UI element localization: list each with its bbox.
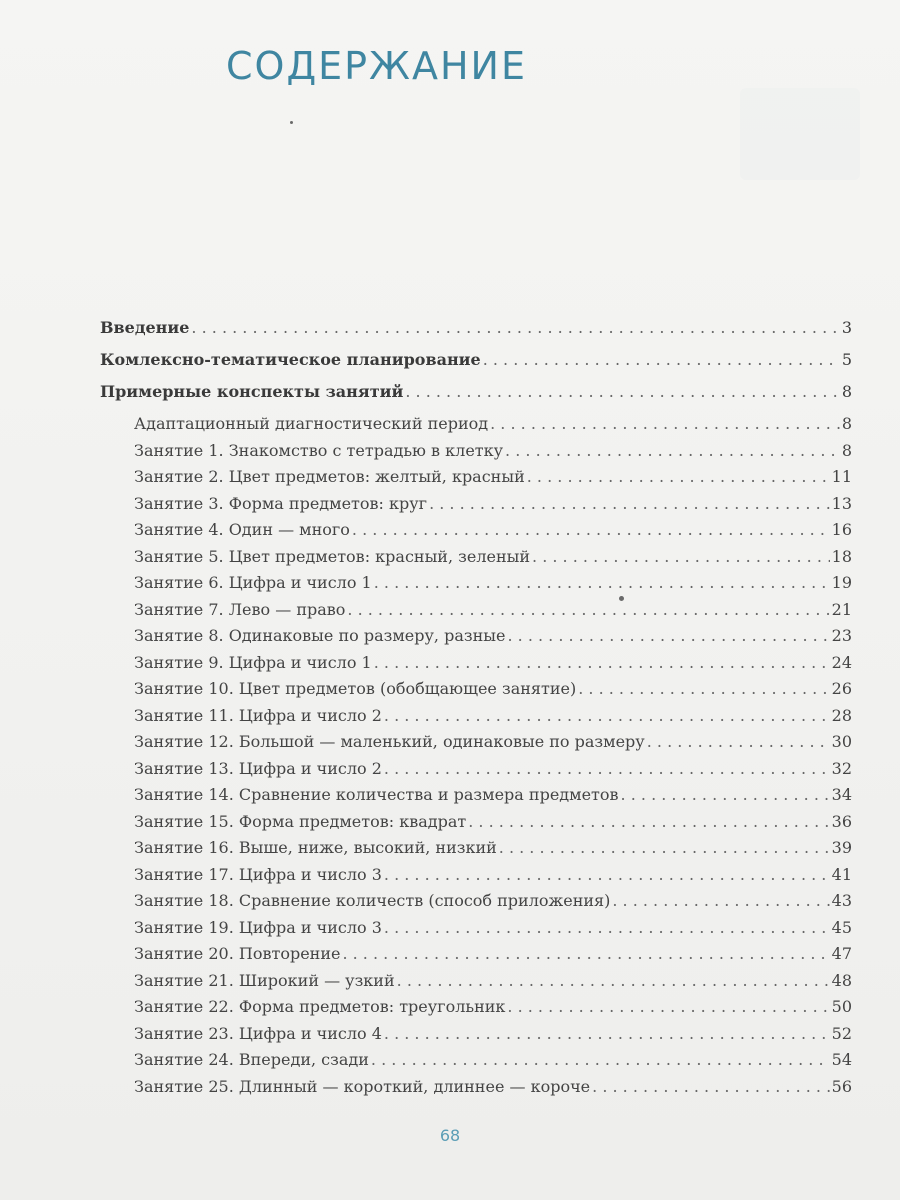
dot-leader	[429, 494, 830, 513]
page-title: СОДЕРЖАНИЕ	[226, 44, 527, 88]
toc-entry-title: Занятие 8. Одинаковые по размеру, разные	[134, 626, 506, 645]
toc-entry-title: Занятие 22. Форма предметов: треугольник	[134, 997, 506, 1016]
dot-leader	[384, 865, 830, 884]
toc-entry-page: 52	[831, 1023, 852, 1043]
toc-entry-title: Занятие 6. Цифра и число 1	[134, 573, 372, 592]
toc-entry-title: Примерные конспекты занятий	[100, 382, 404, 401]
toc-entry-page: 41	[831, 864, 852, 884]
toc-entry-title: Занятие 23. Цифра и число 4	[134, 1023, 382, 1043]
toc-entry-page: 8	[841, 382, 852, 401]
dot-leader	[507, 997, 829, 1016]
toc-entry	[100, 653, 852, 680]
toc-entry	[100, 573, 852, 600]
toc-entry-title: Занятие 4. Один — много	[134, 520, 350, 539]
dot-leader	[371, 1050, 830, 1069]
scan-speck	[290, 121, 293, 124]
toc-entry	[100, 626, 852, 653]
dot-leader	[384, 1024, 830, 1043]
toc-entry-page: 3	[841, 318, 852, 337]
dot-leader	[527, 467, 830, 486]
toc-entry-title: Занятие 21. Широкий — узкий	[134, 970, 395, 990]
dot-leader	[384, 706, 830, 725]
toc-entry-page: 28	[831, 705, 852, 725]
toc-entry-title: Занятие 24. Впереди, сзади	[134, 1050, 369, 1069]
dot-leader	[405, 382, 839, 401]
toc-entry	[100, 1024, 852, 1051]
dot-leader	[384, 759, 830, 778]
toc-entry	[100, 971, 852, 998]
toc-entry	[100, 520, 852, 547]
toc-entry-page: 11	[831, 467, 852, 486]
toc-entry	[100, 1077, 852, 1104]
toc-entry-page: 47	[831, 944, 852, 963]
toc-entry-page: 34	[831, 785, 852, 804]
dot-leader	[384, 918, 830, 937]
toc-entry	[100, 382, 852, 414]
toc-entry-title: Занятие 25. Длинный — короткий, длиннее — короче	[134, 1076, 591, 1096]
toc-entry-page: 8	[841, 440, 852, 460]
dot-leader	[468, 812, 829, 831]
toc-entry-title: Занятие 9. Цифра и число 1	[134, 652, 372, 672]
toc-entry-page: 8	[841, 414, 852, 433]
dot-leader	[191, 318, 839, 337]
dot-leader	[647, 732, 830, 751]
toc-entry-title: Занятие 19. Цифра и число 3	[134, 917, 382, 937]
toc-entry-page: 48	[831, 970, 852, 990]
toc-entry	[100, 891, 852, 918]
toc-entry	[100, 600, 852, 627]
toc-entry	[100, 785, 852, 812]
dot-leader	[490, 414, 840, 433]
toc-entry	[100, 494, 852, 521]
toc-entry	[100, 812, 852, 839]
toc-entry-page: 45	[831, 917, 852, 937]
toc-entry-page: 43	[831, 891, 852, 910]
dot-leader	[352, 520, 830, 539]
toc-entry-title: Занятие 12. Большой — маленький, одинаковые по размеру	[134, 732, 645, 751]
toc-entry	[100, 997, 852, 1024]
toc-entry-title: Адаптационный диагностический период	[134, 414, 489, 433]
toc-entry-title: Занятие 15. Форма предметов: квадрат	[134, 811, 467, 831]
dot-leader	[578, 679, 829, 698]
table-of-contents	[100, 318, 852, 1103]
dot-leader	[347, 600, 829, 619]
dot-leader	[483, 350, 840, 369]
toc-entry-title: Занятие 10. Цвет предметов (обобщающее занятие)	[134, 679, 577, 698]
toc-entry-title: Занятие 3. Форма предметов: круг	[134, 493, 428, 513]
dot-leader	[592, 1077, 830, 1096]
toc-entry-title: Занятие 18. Сравнение количеств (способ приложения)	[134, 891, 611, 910]
toc-entry-page: 56	[831, 1076, 852, 1096]
toc-entry-page: 23	[831, 626, 852, 645]
scan-shading	[740, 88, 860, 180]
toc-entry-page: 21	[831, 599, 852, 619]
toc-entry-page: 30	[831, 732, 852, 751]
toc-entry	[100, 547, 852, 574]
toc-entry-title: Занятие 11. Цифра и число 2	[134, 705, 382, 725]
toc-entry-page: 26	[831, 679, 852, 698]
dot-leader	[505, 441, 840, 460]
toc-entry-title: Занятие 2. Цвет предметов: желтый, красный	[134, 467, 525, 486]
dot-leader	[342, 944, 829, 963]
toc-entry	[100, 414, 852, 441]
dot-leader	[374, 653, 830, 672]
toc-entry	[100, 706, 852, 733]
toc-entry	[100, 350, 852, 382]
toc-entry	[100, 318, 852, 350]
toc-entry-title: Занятие 16. Выше, ниже, высокий, низкий	[134, 838, 497, 857]
toc-entry	[100, 838, 852, 865]
toc-entry-page: 32	[831, 758, 852, 778]
toc-entry	[100, 944, 852, 971]
toc-entry-page: 5	[841, 350, 852, 369]
toc-entry	[100, 918, 852, 945]
toc-entry-page: 39	[831, 838, 852, 857]
toc-entry	[100, 467, 852, 494]
toc-entry-page: 24	[831, 652, 852, 672]
toc-entry	[100, 732, 852, 759]
toc-entry-title: Занятие 7. Лево — право	[134, 599, 346, 619]
toc-entry-title: Занятие 5. Цвет предметов: красный, зеленый	[134, 546, 531, 566]
dot-leader	[621, 785, 830, 804]
toc-entry-title: Занятие 14. Сравнение количества и размера предметов	[134, 785, 619, 804]
toc-entry	[100, 759, 852, 786]
dot-leader	[374, 573, 830, 592]
toc-entry-title: Занятие 17. Цифра и число 3	[134, 864, 382, 884]
toc-entry-page: 36	[831, 811, 852, 831]
toc-entry-page: 50	[831, 997, 852, 1016]
page-number: 68	[439, 1126, 461, 1145]
toc-entry-title: Введение	[100, 318, 190, 337]
toc-entry-title: Занятие 1. Знакомство с тетрадью в клетку	[134, 440, 504, 460]
toc-entry	[100, 865, 852, 892]
toc-entry-page: 13	[831, 493, 852, 513]
toc-entry-title: Комлексно-тематическое планирование	[100, 350, 481, 369]
toc-entry	[100, 441, 852, 468]
dot-leader	[532, 547, 830, 566]
dot-leader	[397, 971, 830, 990]
toc-entry	[100, 679, 852, 706]
toc-entry-page: 18	[831, 546, 852, 566]
toc-entry-page: 16	[831, 520, 852, 539]
toc-entry-page: 54	[831, 1050, 852, 1069]
dot-leader	[499, 838, 830, 857]
toc-entry-title: Занятие 13. Цифра и число 2	[134, 758, 382, 778]
toc-entry	[100, 1050, 852, 1077]
dot-leader	[612, 891, 829, 910]
toc-entry-page: 19	[831, 573, 852, 592]
dot-leader	[507, 626, 829, 645]
toc-entry-title: Занятие 20. Повторение	[134, 944, 341, 963]
